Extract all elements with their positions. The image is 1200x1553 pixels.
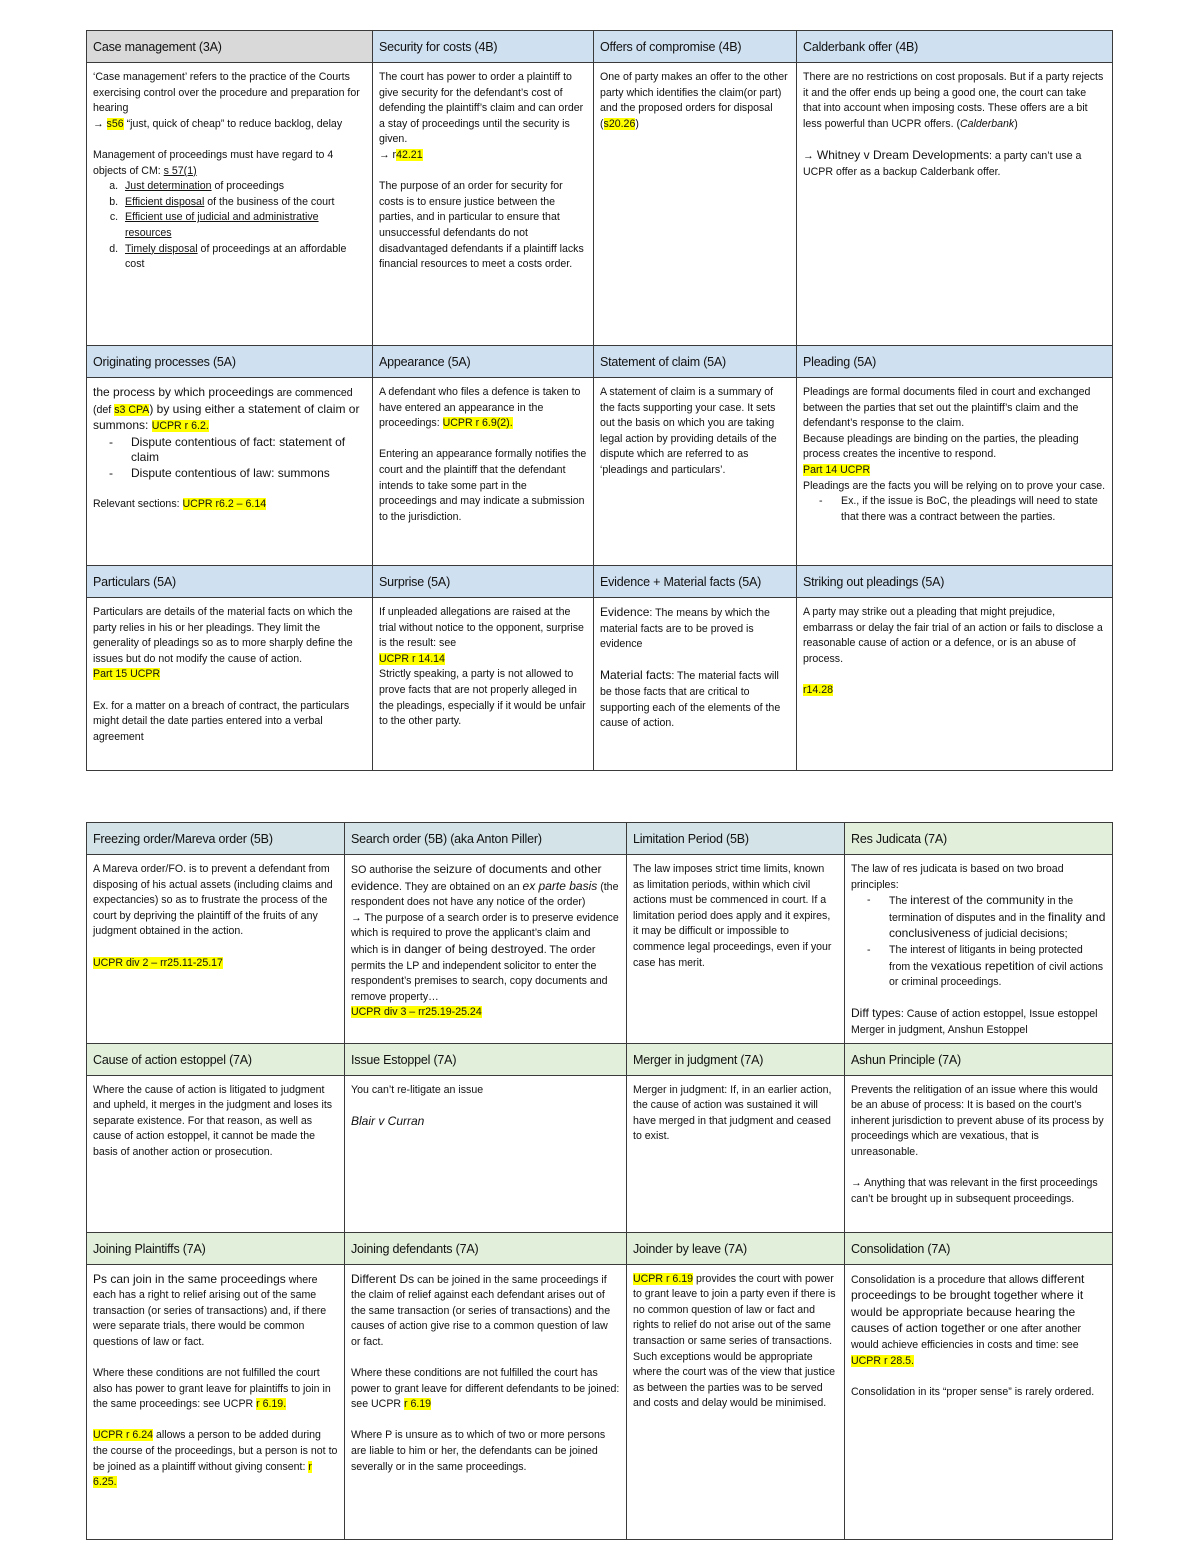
cell-particulars	[87, 598, 373, 771]
cell-freezing-order	[87, 855, 345, 1044]
cell-joinder-by-leave	[627, 1264, 845, 1539]
cell-offers-of-compromise	[594, 63, 797, 346]
cell-originating-processes	[87, 378, 373, 566]
text-paragraph: Evidence: The means by which the material facts are to be proved is evidence	[600, 605, 770, 651]
text-paragraph: There are no restrictions on cost proposals. But if a party rejects it and the offer ends up being a good one, the court can take that into account when imposing costs. These offers are a bit less powerful than UCPR offers. (Calderbank)	[803, 71, 1104, 130]
text-paragraph: Different Ds can be joined in the same proceedings if the claim of relief against each defendant arises out of the same transaction (or series of transactions) and the causes of action give rise to a common question of law or fact.	[351, 1271, 611, 1348]
header-consolidation: Consolidation (7A)	[845, 1232, 1113, 1264]
rule-reference: UCPR div 2 – rr25.11-25.17	[93, 956, 223, 969]
table-body-row	[87, 63, 1113, 346]
text-paragraph: Ex. for a matter on a breach of contract, the particulars might detail the date parties entered into a verbal agreement	[93, 699, 350, 743]
cell-search-order	[345, 855, 627, 1044]
cell-res-judicata	[845, 855, 1113, 1044]
header-striking-out-pleadings: Striking out pleadings (5A)	[797, 566, 1113, 598]
text-paragraph: Where the cause of action is litigated to judgment and upheld, it merges in the judgment and loses its separate existence. For that reason, as well as cause of action estoppel, it cannot be made the basis of another action or prosecution.	[93, 1083, 333, 1158]
text-paragraph: The purpose of an order for security for costs is to ensure justice between the parties, and in particular to ensure that unsuccessful defendants do not disadvantaged defendants if a plaintiff lacks financial resources to meet a costs order.	[379, 180, 584, 271]
cell-joining-defendants	[345, 1264, 627, 1539]
rule-reference: UCPR div 3 – rr25.19-25.24	[351, 1006, 482, 1019]
text-paragraph: The court has power to order a plaintiff to give security for the defendant’s cost of defending the plaintiff’s claim and can order a stay of proceedings until the security is given.	[379, 71, 584, 146]
text-paragraph: If unpleaded allegations are raised at the trial without notice to the opponent, surprise is the result: see	[379, 606, 584, 650]
rule-reference: UCPR r6.2 – 6.14	[182, 498, 267, 511]
list-item: b. Efficient disposal of the business of the court	[121, 195, 366, 211]
rule-reference: r14.28	[803, 683, 834, 696]
text-paragraph: Where these conditions are not fulfilled the court also has power to grant leave for plaintiffs to join in the same proceedings: see UCPR r 6.19.	[93, 1367, 331, 1411]
text-paragraph: Consolidation in its “proper sense” is rarely ordered.	[851, 1385, 1095, 1398]
text-paragraph: UCPR r 6.24 allows a person to be added during the course of the proceedings, but a person is not to be joined as a plaintiff without giving consent: r 6.25.	[93, 1429, 338, 1489]
dash-list	[803, 494, 1106, 525]
cell-statement-of-claim	[594, 378, 797, 566]
header-appearance: Appearance (5A)	[373, 346, 594, 378]
text-paragraph: Prevents the relitigation of an issue where this would be an abuse of process: It is based on the court’s inherent jurisdiction to prevent abuse of its process by proceedings which are vexatious, that is unreasonable.	[851, 1083, 1104, 1158]
text-paragraph: the process by which proceedings are commenced (def s3 CPA) by using either a statement of claim or summons: UCPR r 6.2.	[93, 385, 360, 433]
cell-pleading	[797, 378, 1113, 566]
cell-security-for-costs	[373, 63, 594, 346]
cell-cause-of-action-estoppel	[87, 1075, 345, 1232]
table-header-row	[87, 1043, 1113, 1075]
text-paragraph: A Mareva order/FO. is to prevent a defendant from disposing of his actual assets (including claims and expectancies) so as to frustrate the process of the court by depriving the plaintiff of the fruits of any judgment obtained in the action.	[93, 863, 333, 938]
text-paragraph: ‘Case management’ refers to the practice of the Courts exercising control over the procedure and preparation for hearing	[93, 71, 360, 115]
rule-reference: UCPR r 28.5.	[851, 1354, 914, 1367]
cell-limitation-period	[627, 855, 845, 1044]
table-header-row	[87, 346, 1113, 378]
header-evidence-material-facts: Evidence + Material facts (5A)	[594, 566, 797, 598]
text-paragraph: Because pleadings are binding on the parties, the pleading process creates the incentive to respond.	[803, 432, 1079, 461]
text-paragraph: A defendant who files a defence is taken to have entered an appearance in the proceedings: UCPR r 6.9(2).	[379, 386, 581, 430]
text-paragraph: Management of proceedings must have regard to 4 objects of CM: s 57(1)	[93, 148, 334, 177]
cell-striking-out-pleadings	[797, 598, 1113, 771]
text-paragraph: Ps can join in the same proceedings where each has a right to relief arising out of the same transaction (or series of transactions) and, if there were separate trials, there would be common questions of law or fact.	[93, 1271, 327, 1348]
arrow-icon: →	[93, 117, 104, 130]
list-item: - Ex., if the issue is BoC, the pleadings will need to state that there was a contract between the parties.	[841, 494, 1106, 525]
cell-merger-in-judgment	[627, 1075, 845, 1232]
text-paragraph: → Anything that was relevant in the first proceedings can’t be brought up in subsequent proceedings.	[851, 1177, 1098, 1205]
text-paragraph: Particulars are details of the material facts on which the party relies in his or her pleadings. They limit the generality of pleadings so as to more sharply define the issues but do not modify the cause of action.	[93, 606, 353, 665]
text-paragraph: → The purpose of a search order is to preserve evidence which is required to prove the applicant’s claim and which is in danger of being destroyed. The order permits the LP and independent solicitor to enter the respondent’s premises to search, copy documents and remove property…	[351, 911, 619, 1003]
cell-ashun-principle	[845, 1075, 1113, 1232]
header-cause-of-action-estoppel: Cause of action estoppel (7A)	[87, 1043, 345, 1075]
header-particulars: Particulars (5A)	[87, 566, 373, 598]
table-body-row	[87, 1264, 1113, 1539]
cell-issue-estoppel	[345, 1075, 627, 1232]
rule-reference: UCPR r 6.19	[633, 1272, 694, 1285]
list-item: - The interest of litigants in being protected from the vexatious repetition of civil actions or criminal proceedings.	[889, 943, 1106, 991]
text-paragraph	[351, 1005, 620, 1021]
text-paragraph: Where P is unsure as to which of two or more persons are liable to him or her, the defendants can be joined severally or in the same proceedings.	[351, 1429, 606, 1473]
list-item: d. Timely disposal of proceedings at an affordable cost	[121, 242, 366, 273]
text-paragraph: Pleadings are formal documents filed in court and exchanged between the parties that set out the plaintiff’s claim and the defendant’s response to the claim.	[803, 386, 1091, 430]
case-name: Calderbank	[960, 117, 1015, 130]
cell-consolidation	[845, 1264, 1113, 1539]
cell-calderbank-offer	[797, 63, 1113, 346]
text-paragraph: Diff types: Cause of action estoppel, Issue estoppel Merger in judgment, Anshun Estoppel	[851, 1006, 1098, 1036]
cell-evidence-material-facts	[594, 598, 797, 771]
text-paragraph: One of party makes an offer to the other party which identifies the claim(or part) and the proposed orders for disposal (s20.26)	[600, 71, 788, 130]
text-paragraph: Relevant sections: UCPR r6.2 – 6.14	[93, 498, 267, 511]
text-paragraph: Strictly speaking, a party is not allowed to prove facts that are not properly alleged in the pleadings, especially if it would be unfair to the other party.	[379, 668, 586, 728]
text-paragraph: Where these conditions are not fulfilled the court has power to grant leave for different defendants to be joined: see UCPR r 6.19	[351, 1367, 620, 1411]
cell-appearance	[373, 378, 594, 566]
text-paragraph: The law imposes strict time limits, known as limitation periods, within which civil actions must be commenced in court. If a limitation period does apply and it expires, it may be difficult or impossible to commence legal proceedings, even if your case has merit.	[633, 863, 832, 969]
header-search-order: Search order (5B) (aka Anton Piller)	[345, 823, 627, 855]
case-name: Whitney v Dream Developments	[813, 147, 989, 162]
table-header-row	[87, 31, 1113, 63]
text-paragraph: Material facts: The material facts will be those facts that are critical to supporting each of the elements of the cause of action.	[600, 668, 781, 730]
header-freezing-order: Freezing order/Mareva order (5B)	[87, 823, 345, 855]
table-body-row	[87, 855, 1113, 1044]
cell-surprise	[373, 598, 594, 771]
header-issue-estoppel: Issue Estoppel (7A)	[345, 1043, 627, 1075]
cell-joining-plaintiffs	[87, 1264, 345, 1539]
rule-reference: r 6.19.	[256, 1398, 287, 1411]
table-header-row	[87, 823, 1113, 855]
cell-case-management	[87, 63, 373, 346]
rule-reference: Part 14 UCPR	[803, 463, 871, 476]
dash-list	[851, 893, 1106, 991]
rule-reference: r 6.25.	[93, 1460, 312, 1489]
list-item: c. Efficient use of judicial and administrative resources	[121, 210, 366, 241]
list-item: - Dispute contentious of fact: statement of claim	[131, 435, 366, 466]
text-paragraph	[351, 1114, 620, 1131]
rule-reference: r 6.19	[403, 1398, 432, 1411]
rule-reference: UCPR r 6.9(2).	[442, 417, 513, 430]
text-paragraph: The law of res judicata is based on two broad principles:	[851, 863, 1064, 891]
header-joinder-by-leave: Joinder by leave (7A)	[627, 1232, 845, 1264]
text-paragraph: You can’t re-litigate an issue	[351, 1083, 484, 1096]
header-joining-defendants: Joining defendants (7A)	[345, 1232, 627, 1264]
list-item: - The interest of the community in the termination of disputes and in the finality and conclusiveness of judicial decisions;	[889, 893, 1106, 943]
text-paragraph: → s56 “just, quick of cheap” to reduce backlog, delay	[93, 117, 343, 130]
header-ashun-principle: Ashun Principle (7A)	[845, 1043, 1113, 1075]
header-originating-processes: Originating processes (5A)	[87, 346, 373, 378]
text-paragraph: → r42.21	[379, 148, 423, 161]
rule-reference: UCPR r 6.24	[93, 1429, 154, 1442]
header-offers-of-compromise: Offers of compromise (4B)	[594, 31, 797, 63]
rule-reference: UCPR r 14.14	[379, 652, 445, 665]
table-body-row	[87, 1075, 1113, 1232]
rule-reference: UCPR r 6.2.	[151, 420, 209, 433]
text-paragraph	[93, 956, 338, 972]
objects-list	[93, 179, 366, 273]
rule-reference: s 57(1)	[163, 164, 197, 177]
table-header-row	[87, 1232, 1113, 1264]
text-paragraph: A statement of claim is a summary of the facts supporting your case. It sets out the basis on which you are taking legal action by providing details of the dispute which are referred to as ‘pleadings and particulars’.	[600, 386, 777, 476]
text-paragraph	[93, 667, 366, 683]
text-paragraph: Pleadings are the facts you will be relying on to prove your case.	[803, 479, 1106, 492]
header-res-judicata: Res Judicata (7A)	[845, 823, 1113, 855]
notes-table-bottom	[86, 822, 1113, 1540]
list-item: a. Just determination of proceedings	[121, 179, 366, 195]
text-paragraph: Entering an appearance formally notifies the court and the plaintiff that the defendant intends to take some part in the proceedings and may indicate a submission to the jurisdiction.	[379, 448, 587, 523]
header-surprise: Surprise (5A)	[373, 566, 594, 598]
text-paragraph: A party may strike out a pleading that might prejudice, embarrass or delay the fair trial of an action or fails to disclose a reasonable cause of action or a defence, or is an abuse of process.	[803, 606, 1103, 665]
text-paragraph: UCPR r 6.19 provides the court with power to grant leave to join a party even if there is no common question of law or fact and rights to relief do not arise out of the same transaction or same series of transactions. Such exceptions would be appropriate where the court was of the view that justice as between the parties was to be served and costs and delay would be minimised.	[633, 1272, 836, 1410]
header-limitation-period: Limitation Period (5B)	[627, 823, 845, 855]
table-header-row	[87, 566, 1113, 598]
table-body-row	[87, 598, 1113, 771]
header-pleading: Pleading (5A)	[797, 346, 1113, 378]
text-paragraph: Merger in judgment: If, in an earlier action, the cause of action was sustained it will have merged in that judgment and ceased to exist.	[633, 1083, 832, 1143]
rule-reference: s56	[106, 117, 124, 130]
text-paragraph: → Whitney v Dream Developments: a party can’t use a UCPR offer as a backup Calderbank offer.	[803, 147, 1082, 178]
case-name: Blair v Curran	[351, 1113, 425, 1128]
text-paragraph: Consolidation is a procedure that allows different proceedings to be brought together where it would be appropriate because hearing the causes of action together or one after another would achieve efficiencies in costs and time: see UCPR r 28.5.	[851, 1271, 1085, 1367]
header-statement-of-claim: Statement of claim (5A)	[594, 346, 797, 378]
rule-reference: s3 CPA	[114, 403, 150, 416]
rule-reference: 42.21	[396, 148, 423, 161]
text-paragraph	[803, 463, 1106, 479]
header-calderbank-offer: Calderbank offer (4B)	[797, 31, 1113, 63]
text-paragraph	[379, 652, 587, 668]
text-paragraph: SO authorise the seizure of documents and other evidence. They are obtained on an ex parte basis (the respondent does not have any notice of the order)	[351, 862, 619, 909]
rule-reference: s20.26	[603, 117, 636, 130]
header-security-for-costs: Security for costs (4B)	[373, 31, 594, 63]
table-body-row	[87, 378, 1113, 566]
notes-table-top	[86, 30, 1113, 771]
rule-reference: Part 15 UCPR	[93, 668, 161, 681]
header-case-management: Case management (3A)	[87, 31, 373, 63]
header-joining-plaintiffs: Joining Plaintiffs (7A)	[87, 1232, 345, 1264]
text-paragraph	[803, 683, 1106, 699]
list-item: - Dispute contentious of law: summons	[131, 466, 366, 482]
dash-list	[93, 435, 366, 482]
header-merger-in-judgment: Merger in judgment (7A)	[627, 1043, 845, 1075]
